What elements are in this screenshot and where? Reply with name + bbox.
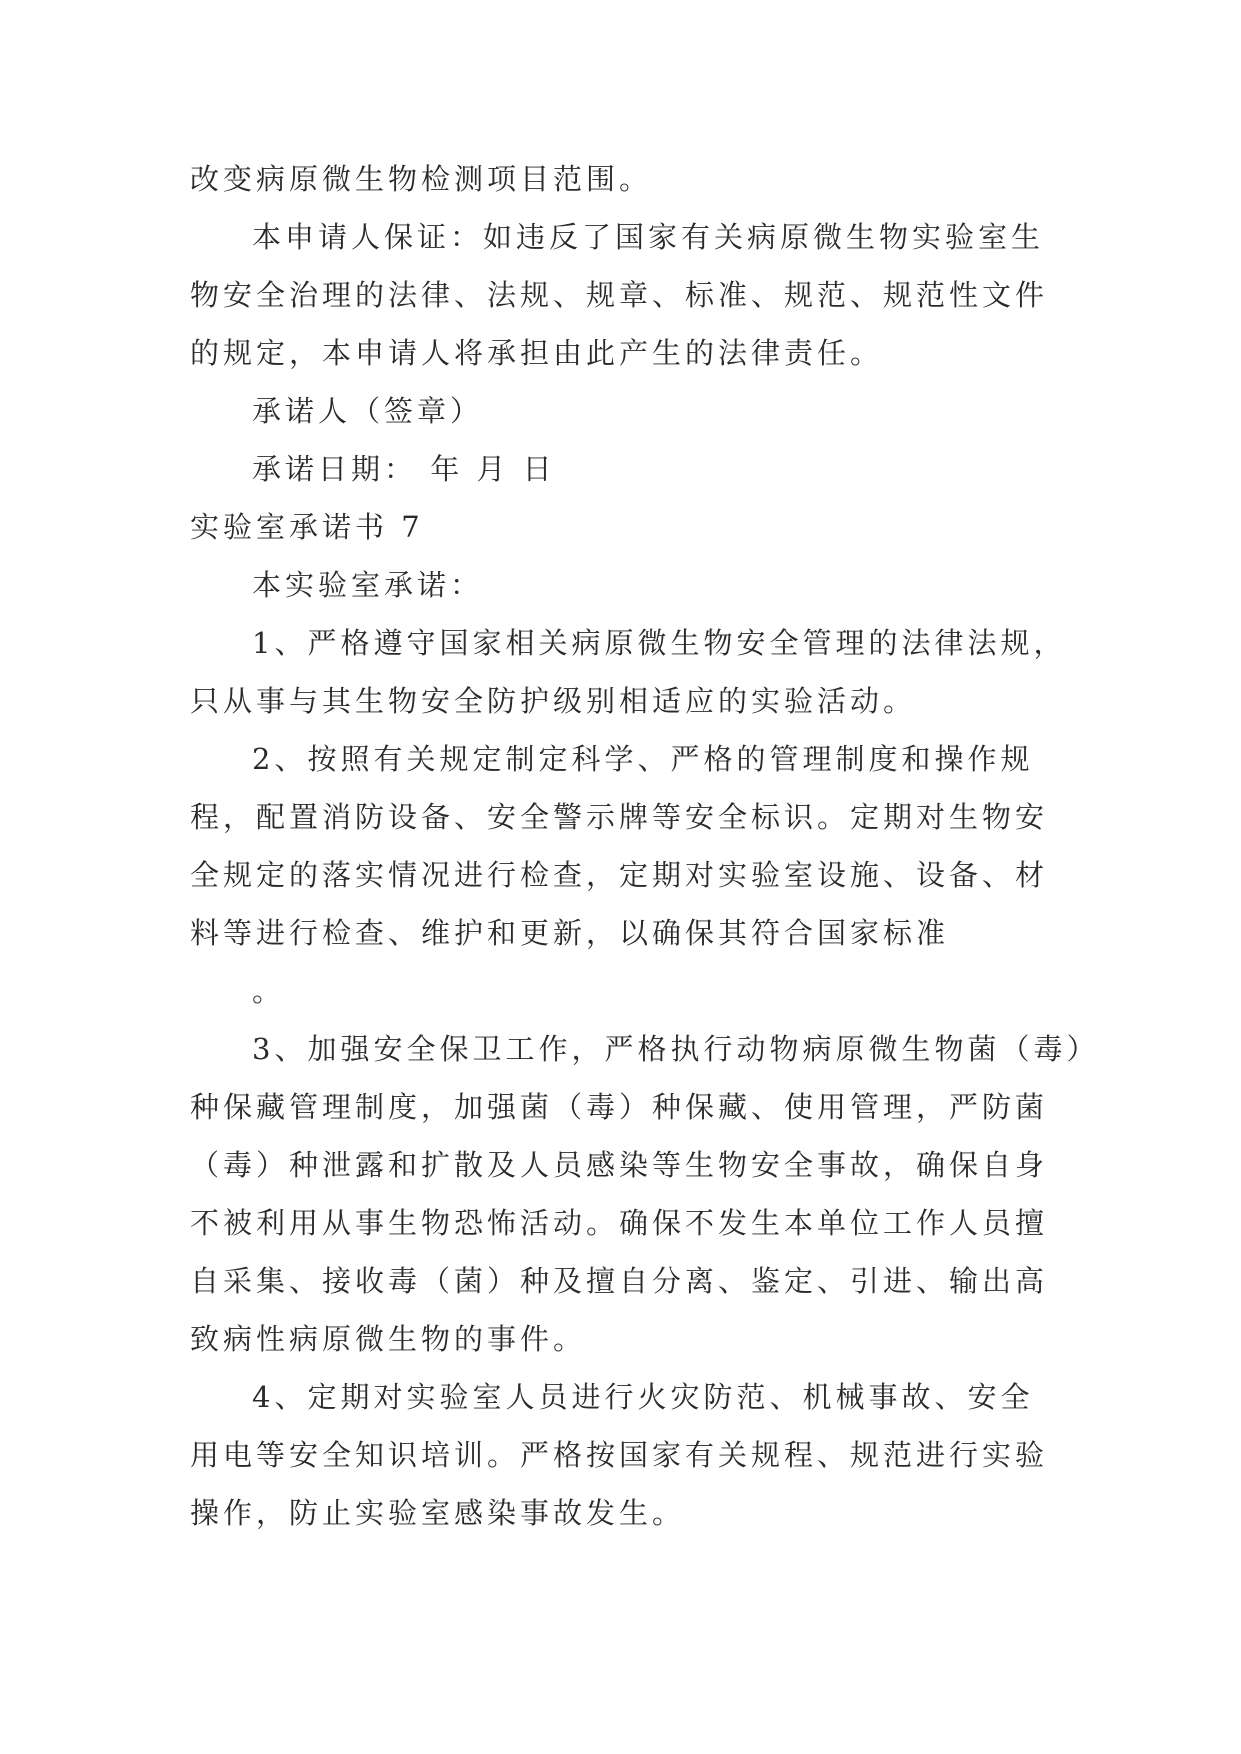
text-line: 本申请人保证：如违反了国家有关病原微生物实验室生 bbox=[252, 220, 1045, 254]
text-line: 用电等安全知识培训。严格按国家有关规程、规范进行实验 bbox=[190, 1438, 1049, 1472]
text-line: 物安全治理的法律、法规、规章、标准、规范、规范性文件 bbox=[190, 278, 1049, 312]
text-line: 承诺日期： 年 月 日 bbox=[252, 452, 556, 486]
text-line: 致病性病原微生物的事件。 bbox=[190, 1322, 587, 1356]
text-line: 本实验室承诺： bbox=[252, 568, 484, 602]
text-line: 料等进行检查、维护和更新，以确保其符合国家标准 bbox=[190, 916, 950, 950]
text-line: 承诺人（签章） bbox=[252, 394, 484, 428]
text-line: 自采集、接收毒（菌）种及擅自分离、鉴定、引进、输出高 bbox=[190, 1264, 1049, 1298]
text-line: 的规定，本申请人将承担由此产生的法律责任。 bbox=[190, 336, 884, 370]
text-line: （毒）种泄露和扩散及人员感染等生物安全事故，确保自身 bbox=[190, 1148, 1049, 1182]
text-line: 2、按照有关规定制定科学、严格的管理制度和操作规 bbox=[252, 742, 1034, 776]
text-line: 3、加强安全保卫工作，严格执行动物病原微生物菌（毒） bbox=[252, 1032, 1100, 1066]
text-line: 操作，防止实验室感染事故发生。 bbox=[190, 1496, 686, 1530]
text-line: 种保藏管理制度，加强菌（毒）种保藏、使用管理，严防菌 bbox=[190, 1090, 1049, 1124]
text-line: 全规定的落实情况进行检查，定期对实验室设施、设备、材 bbox=[190, 858, 1049, 892]
text-line: 4、定期对实验室人员进行火灾防范、机械事故、安全 bbox=[252, 1380, 1034, 1414]
text-line: 只从事与其生物安全防护级别相适应的实验活动。 bbox=[190, 684, 917, 718]
text-line: 改变病原微生物检测项目范围。 bbox=[190, 162, 653, 196]
text-line: 1、严格遵守国家相关病原微生物安全管理的法律法规， bbox=[252, 626, 1067, 660]
text-line: 。 bbox=[252, 974, 286, 1008]
text-line: 程，配置消防设备、安全警示牌等安全标识。定期对生物安 bbox=[190, 800, 1049, 834]
document-body bbox=[190, 150, 1100, 1542]
text-line: 不被利用从事生物恐怖活动。确保不发生本单位工作人员擅 bbox=[190, 1206, 1049, 1240]
text-line: 实验室承诺书 7 bbox=[190, 510, 424, 544]
